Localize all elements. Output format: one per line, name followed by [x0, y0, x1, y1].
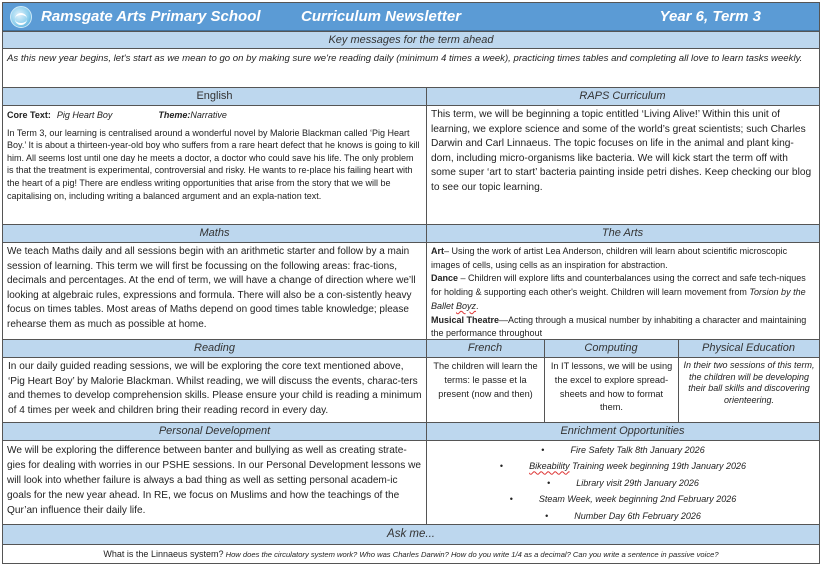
art-label: Art [431, 246, 444, 256]
enrichment-item-text: Library visit 29th January 2026 [576, 477, 699, 488]
term-label: Year 6, Term 3 [659, 8, 761, 25]
ask-me-other-questions: How does the circulatory system work? Who was Charles Darwin? How do you write 1/4 as a decimal? Can you write a sentence in passive voice? [223, 550, 719, 559]
ask-me-first-question: What is the Linnaeus system? [103, 549, 224, 559]
title-bar [3, 3, 819, 31]
enrichment-item [431, 475, 815, 491]
bullet-icon: • [499, 461, 504, 472]
dance-company: Boyz [456, 300, 477, 311]
raps-body: This term, we will be beginning a topic entitled ‘Living Alive!’ Within this unit of learning, we explore science and some of the world’s great scientists; such Charles Darwin and Carl Linnaeus. The topic focuses on life in the animal and plant king-dom, including micro-organisms like bacteria. We will kick start the term off with some super ‘art to start’ bacteria painting inside petri dishes. Keep checking our blog to see our topic learning. [431, 109, 812, 193]
maths-body: We teach Maths daily and all sessions begin with an arithmetic starter and follow by a main session of learning. This term we will first be focussing on the following areas: frac-tions, decimals and percentages. At the end of term, we will have a change of direction where we’ll looking at algebraic rules, expressions and formula. There will also be a con-sistently heavy focus on times tables. Most areas of Maths depend on good times table knowledge; please rehearse them as much as possible at home. [7, 246, 416, 330]
maths-header: Maths [3, 224, 426, 243]
personal-development-body: We will be exploring the difference between banter and bullying as well as creating strate-gies for dealing with worries in our PSHE sessions. In our Personal Development lessons we will look into whether failure is always a bad thing as well as setting personal academ-ic goals for the new year ahead. In RE, we focus on Muslims and how the teachings of the Qur’an influence their daily life. [7, 445, 422, 516]
dance-end: . [476, 300, 479, 311]
computing-body: In IT lessons, we will be using the excel to explore spread-sheets and how to format them. [550, 361, 673, 413]
enrichment-item-lead: Bikeability [529, 461, 570, 472]
pe-header: Physical Education [678, 339, 819, 358]
key-messages-body: As this new year begins, let's start as we mean to go on by making sure we're reading daily (minimum 4 times a week), practicing times tables and completing all love to learn tasks weekly. [7, 53, 803, 64]
column-divider [678, 339, 679, 422]
english-meta [7, 108, 422, 123]
theatre-text: —Acting through a musical number by inhabiting a character and maintaining the performance throughout [431, 314, 807, 339]
french-header: French [426, 339, 544, 358]
reading-body: In our daily guided reading sessions, we will be exploring the core text mentioned above, ‘Pig Heart Boy’ by Malorie Blackman. Whilst reading, we will discuss the events, charac-ters and themes to develop comprehension skills. Please ensure your child is reading a minimum of 4 times per week and children bring their reading record in every day. [8, 361, 422, 416]
arts-theatre [431, 314, 815, 339]
enrichment-item-text: Fire Safety Talk 8th January 2026 [570, 445, 705, 455]
arts-header: The Arts [426, 224, 819, 243]
computing-header: Computing [544, 339, 678, 358]
theatre-label: Musical Theatre [431, 314, 500, 325]
enrichment-item [431, 442, 815, 458]
english-body [3, 106, 426, 224]
dance-text: – Children will explore lifts and counterbalances using the correct and safe tech-niques for holding & supporting each other's weight. Children will learn movement from [431, 273, 806, 298]
enrichment-item-text: Steam Week, week beginning 2nd February 2026 [538, 494, 737, 505]
english-header: English [3, 87, 426, 106]
column-divider [544, 339, 545, 422]
dance-work: Torsion by the Ballet [431, 287, 806, 311]
enrichment-item [431, 458, 815, 474]
enrichment-item [431, 508, 815, 524]
bullet-icon: • [509, 494, 513, 505]
enrichment-item-text: Number Day 6th February 2026 [574, 510, 701, 521]
column-divider [426, 87, 427, 524]
french-body: The children will learn the terms: le passe et la present (now and then) [433, 361, 538, 399]
bullet-icon: • [545, 510, 549, 521]
theme-label: Theme: [158, 110, 191, 120]
newsletter-title: Curriculum Newsletter [301, 8, 462, 25]
key-messages-header: Key messages for the term ahead [3, 31, 819, 49]
enrichment-header: Enrichment Opportunities [426, 422, 819, 441]
personal-development-header: Personal Development [3, 422, 426, 441]
enrichment-item [431, 491, 815, 507]
reading-header: Reading [3, 339, 426, 358]
newsletter-page [2, 2, 820, 564]
core-text-label: Core Text: [7, 110, 51, 120]
raps-header: RAPS Curriculum [426, 87, 819, 106]
enrichment-item-text: Training week beginning 19th January 2026 [569, 461, 747, 472]
core-text-value: Pig Heart Boy [56, 110, 113, 120]
arts-body [427, 243, 819, 339]
bullet-icon: • [547, 477, 551, 488]
dance-label: Dance [431, 273, 459, 284]
arts-dance [431, 272, 815, 313]
pe-body: In their two sessions of this term, the children will be developing their ball skills and discovering orienteering. [683, 360, 815, 405]
school-name: Ramsgate Arts Primary School [41, 8, 261, 25]
theme-value: Narrative [190, 110, 227, 120]
bullet-icon: • [541, 445, 545, 455]
enrichment-list [427, 441, 819, 524]
school-logo-icon [10, 6, 32, 28]
english-text: In Term 3, our learning is centralised around a wonderful novel by Malorie Blackman called ‘Pig Heart Boy.’ It is about a thirteen-year-old boy who suffers from a rare heart defect that he knows is going to kill him. All seems lost until one day he meets a doctor, a doctor who could save his life. The only problem is that the treatment is experimental, controversial and risky. He wants to re-place his failing heart with the heart of a pig! There are endless writing opportunities that arise from the story that we will be capitalising on, including writing a balanced argument and an expla-nation text. [7, 127, 420, 201]
arts-art [431, 245, 815, 272]
art-text: – Using the work of artist Lea Anderson, children will learn about scientific microscopic images of cells, using cells as an inspiration for abstraction. [431, 246, 788, 270]
ask-me-body [3, 545, 819, 563]
ask-me-header: Ask me... [3, 524, 819, 545]
